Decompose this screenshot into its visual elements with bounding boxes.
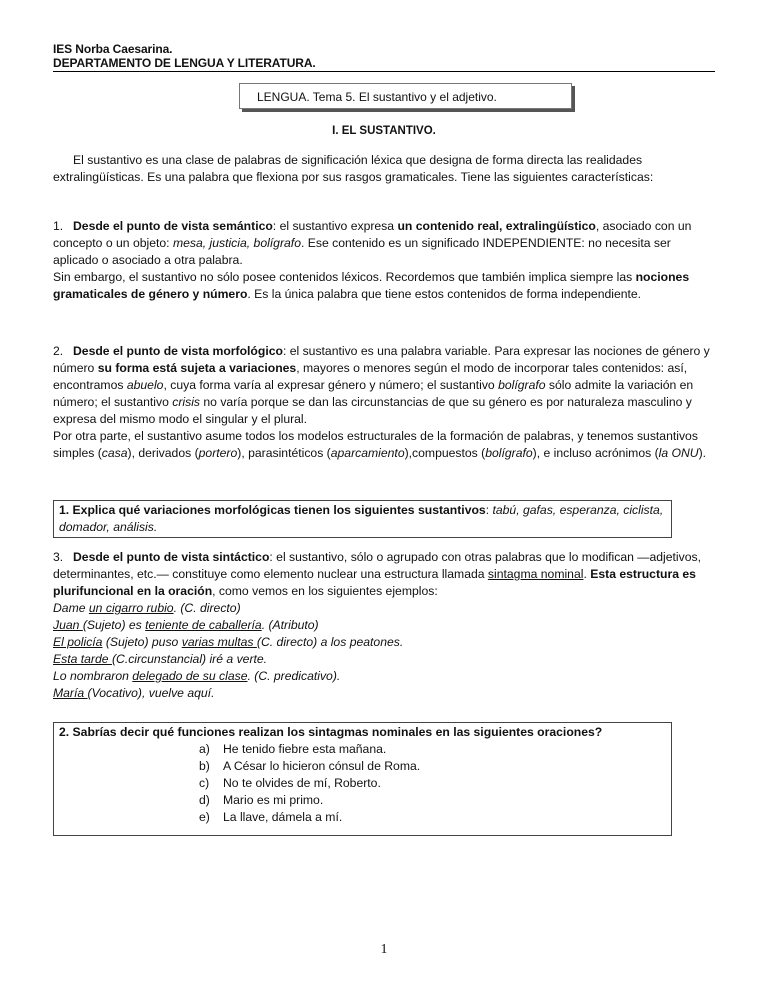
syntactic-paragraph: 3. Desde el punto de vista sintáctico: el sustantivo, sólo o agrupado con otras palabras que lo modifican —adjetivos, determinantes, etc.— constituye como elemento nuclear una estructura llamada sintagma nominal. Esta estructura es plurifuncional en la oración, como vemos en los siguientes ejemplos: Dame un cigarro rubio. (C. directo) Juan (Sujeto) es teniente de caballería. (Atributo) El policía (Sujeto) puso varias multas (C. directo) a los peatones. Esta tarde (C.circunstancial) iré a verte. Lo nombraron delegado de su clase. (C. predicativo). María (Vocativo), vuelve aquí. <box>53 549 715 702</box>
topic-title-box <box>239 83 572 109</box>
page-number: 1 <box>380 942 388 957</box>
school-name: IES Norba Caesarina. <box>53 42 173 56</box>
example-line: María (Vocativo), vuelve aquí. <box>53 686 215 700</box>
topic-title: LENGUA. Tema 5. El sustantivo y el adjetivo. <box>257 90 497 104</box>
example-line: Juan (Sujeto) es teniente de caballería. (Atributo) <box>53 618 319 632</box>
intro-paragraph: El sustantivo es una clase de palabras de significación léxica que designa de forma directa las realidades extralingüísticas. Es una palabra que flexiona por sus rasgos gramaticales. Tiene las siguientes características: <box>53 153 654 184</box>
school-header <box>53 42 715 72</box>
list-item: b) A César lo hicieron cónsul de Roma. <box>199 759 421 773</box>
list-item: d) Mario es mi primo. <box>199 793 324 807</box>
exercise-2-items <box>199 741 666 826</box>
example-line: Dame un cigarro rubio. (C. directo) <box>53 601 241 615</box>
list-item: a) He tenido fiebre esta mañana. <box>199 742 387 756</box>
morphologic-paragraph: 2. Desde el punto de vista morfológico: el sustantivo es una palabra variable. Para expresar las nociones de género y número su forma está sujeta a variaciones, mayores o menores según el modo de incorporar tales contenidos: así, encontramos abuelo, cuya forma varía al expresar género y número; el sustantivo bolígrafo sólo admite la variación en número; el sustantivo crisis no varía porque se dan las circunstancias de que su género es por naturaleza masculino y expresa del mismo modo el singular y el plural. Por otra parte, el sustantivo asume todos los modelos estructurales de la formación de palabras, y tenemos sustantivos simples (casa), derivados (portero), parasintéticos (aparcamiento),compuestos (bolígrafo), e incluso acrónimos (la ONU). <box>53 344 710 460</box>
exercise-2-box <box>53 722 672 836</box>
semantic-paragraph: 1. Desde el punto de vista semántico: el sustantivo expresa un contenido real, extralingüístico, asociado con un concepto o un objeto: mesa, justicia, bolígrafo. Ese contenido es un significado INDEPENDIENTE: no necesita ser aplicado o asociado a otra palabra. Sin embargo, el sustantivo no sólo posee contenidos léxicos. Recordemos que también implica siempre las nociones gramaticales de género y número. Es la única palabra que tiene estos contenidos de forma independiente. <box>53 219 692 301</box>
example-line: Lo nombraron delegado de su clase. (C. predicativo). <box>53 669 341 683</box>
list-item: c) No te olvides de mí, Roberto. <box>199 776 381 790</box>
exercise-2-question: 2. Sabrías decir qué funciones realizan los sintagmas nominales en las siguientes oraciones? <box>59 725 603 739</box>
exercise-1-box: 1. Explica qué variaciones morfológicas tienen los siguientes sustantivos: tabú, gafas, esperanza, ciclista, domador, análisis. <box>53 500 672 538</box>
example-line: El policía (Sujeto) puso varias multas (C. directo) a los peatones. <box>53 635 404 649</box>
examples-list <box>53 600 715 702</box>
department-name: DEPARTAMENTO DE LENGUA Y LITERATURA. <box>53 56 715 72</box>
list-item: e) La llave, dámela a mí. <box>199 810 343 824</box>
section-heading: I. EL SUSTANTIVO. <box>332 125 436 137</box>
example-line: Esta tarde (C.circunstancial) iré a verte. <box>53 652 268 666</box>
